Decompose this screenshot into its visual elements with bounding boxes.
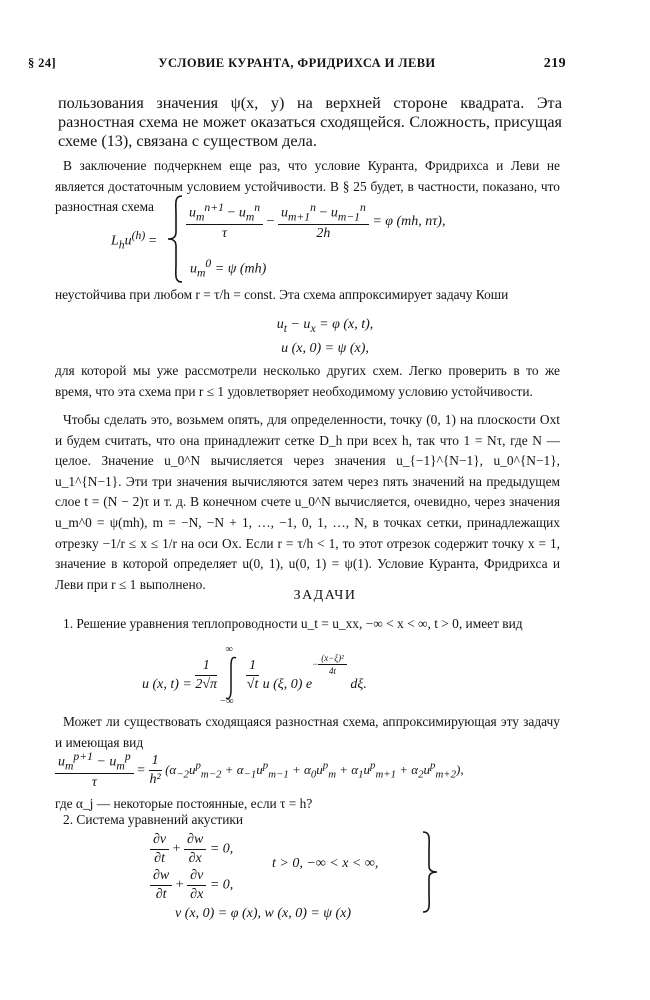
- task2-statement: 2. Система уравнений акустики: [63, 812, 244, 827]
- task1-inner-frac: $\frac{1}{√t}$: [246, 658, 259, 692]
- running-title: УСЛОВИЕ КУРАНТА, ФРИДРИХСА И ЛЕВИ: [158, 56, 436, 70]
- scheme-lhs-arg: u: [124, 233, 132, 249]
- scheme-lhs-sup: (h): [131, 229, 146, 242]
- acoustics-brace: [421, 830, 439, 914]
- section-marker: § 24]: [28, 56, 57, 70]
- scheme-frac-space: $\frac{u_{m+1}^n - u_{m-1}^n}{2h}$: [278, 201, 369, 242]
- running-header: [28, 56, 566, 76]
- acoustics-domain: t > 0, −∞ < x < ∞,: [272, 856, 379, 871]
- acoustics-eq2: $\frac{\partial w}{\partial t}$ + $\frac{\partial v}{\partial x}$ = 0,: [150, 868, 233, 903]
- acoustics-eq1: $\frac{\partial v}{\partial t}$ + $\frac{\partial w}{\partial x}$ = 0,: [150, 832, 233, 867]
- scheme-lhs-sub: h: [118, 238, 125, 252]
- task1-formula: u (x, t) = $\frac{1}{2√\pi}$ ∞ −∞ $\frac{1}{√t}$ u (ξ, 0) $e^{- \frac{\text{(x−ξ)²}}{4t}}$ dξ.: [142, 644, 367, 707]
- scheme-row2: $u_m^0 = \psi$ (mh): [190, 257, 267, 280]
- tasks-heading: ЗАДАЧИ: [293, 588, 357, 603]
- task1-scheme: $\frac{u_m^{p+1} - u_m^p}{\tau}$ = $\frac{1}{\text{h²}}$ $(\alpha_{-2}u^p_{m-2} + \alpha_{-1}u^p_{m-1} + \alpha_0u^p_m + \alpha_1u^p_{m+1} + \alpha_2u^p_{m+2})$,: [55, 750, 464, 791]
- scheme-frac-time: $\frac{u_m^{n+1} - u_m^n}{\tau}$: [186, 201, 263, 242]
- task1-coefficient: $\frac{1}{2√\pi}$: [195, 658, 218, 692]
- scheme-lhs-operator: L: [111, 233, 119, 249]
- scheme-rhs: = φ (mh, nτ),: [372, 213, 446, 229]
- scheme-brace: [166, 194, 186, 284]
- integral-sign: [219, 644, 243, 707]
- task1-question: Может ли существовать сходящаяся разностная схема, аппроксимирующая эту задачу и имеющая вид: [55, 714, 560, 750]
- acoustics-init: v (x, 0) = φ (x), w (x, 0) = ψ (x): [175, 906, 352, 921]
- cauchy-line1: $u_t - u_x = \varphi$ (x, t),: [276, 317, 374, 335]
- task1-where: где α_j — некоторые постоянные, если τ = h?: [55, 796, 313, 811]
- scheme-lhs: $L_hu^{(h)}$ =: [111, 229, 157, 252]
- paragraph-intro: пользования значения ψ(x, y) на верхней стороне квадрата. Эта разностная схема не может оказаться сходящейся. Сложность, присущая схеме (13), связана с существом дела.: [58, 94, 562, 150]
- page-number: 219: [543, 56, 566, 71]
- task1-scheme-lhs: $\frac{u_m^{p+1} - u_m^p}{\tau}$: [55, 750, 134, 791]
- task1-scheme-coef: $\frac{1}{\text{h²}}$: [149, 753, 161, 788]
- paragraph-proof-text: Чтобы сделать это, возьмем опять, для определенности, точку (0, 1) на плоскости Oxt и будем считать, что она принадлежит сетке D_h при всех h, так что 1 = Nτ, где N — целое. Значение u_0^N вычисляется через значения u_{−1}^{N−1}, u_0^{N−1}, u_1^{N−1}. Эти три значения вычисляются затем через пять значений на предыдущем слое t = (N − 2)τ и т. д. В конечном счете u_0^N вычисляется, очевидно, через значения u_m^0 = ψ(mh), m = −N, −N + 1, …, −1, 0, 1, …, N, в точках сетки, принадлежащих отрезку −1/r ≤ x ≤ 1/r на оси Ox. Если r = τ/h < 1, то этот отрезок содержит точку x = 1, значение в которой определяет u(0, 1), u(0, 1) = ψ(1). Условие Куранта, Фридрихса и Леви при r ≤ 1 выполнено.: [55, 412, 560, 592]
- paragraph-conclusion: В заключение подчеркнем еще раз, что условие Куранта, Фридрихса и Леви не является достаточным условием устойчивости. В § 25 будет, в частности, показано, что разностная схема: [55, 158, 560, 215]
- cauchy-line2: u (x, 0) = ψ (x),: [281, 341, 369, 356]
- paragraph-proof: [55, 410, 560, 595]
- integral-lower: −∞: [219, 696, 234, 707]
- exponent: − (x−ξ)² 4t: [312, 659, 347, 669]
- paragraph-unstable: неустойчива при любом r = τ/h = const. Эта схема аппроксимирует задачу Коши: [55, 287, 509, 302]
- paragraph-check: для которой мы уже рассмотрели несколько других схем. Легко проверить в то же время, что эта схема при r ≤ 1 удовлетворяет необходимому условию устойчивости.: [55, 363, 560, 399]
- integral-upper: ∞: [225, 644, 233, 655]
- scheme-row1: $\frac{u_m^{n+1} - u_m^n}{\tau}$ − $\frac{u_{m+1}^n - u_{m-1}^n}{2h}$ = φ (mh, nτ),: [186, 201, 445, 242]
- task1-statement: 1. Решение уравнения теплопроводности u_t = u_xx, −∞ < x < ∞, t > 0, имеет вид: [63, 616, 523, 631]
